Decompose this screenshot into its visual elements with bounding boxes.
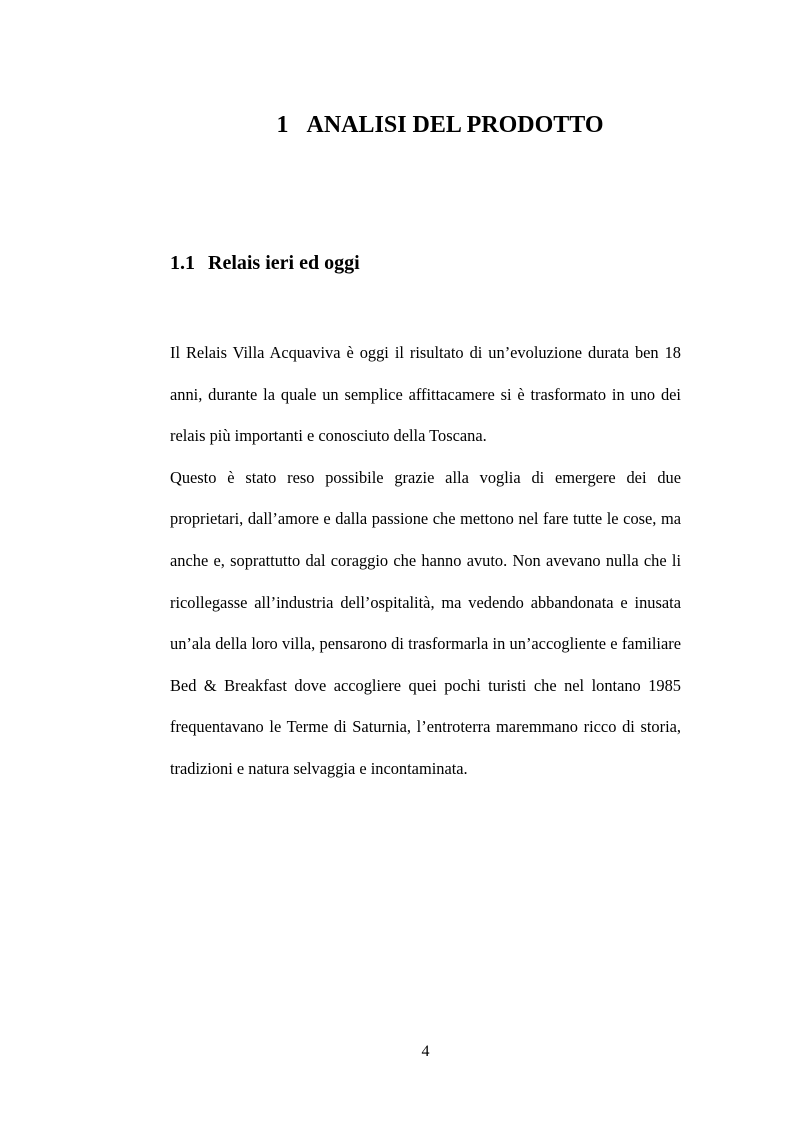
page-number: 4 — [421, 1043, 430, 1060]
chapter-title: ANALISI DEL PRODOTTO — [306, 112, 604, 138]
chapter-number: 1 — [276, 112, 289, 138]
section-title: Relais ieri ed oggi — [208, 252, 360, 274]
paragraph: Il Relais Villa Acquaviva è oggi il risultato di un’evoluzione durata ben 18 anni, durante la quale un semplice affittacamere si è trasformato in uno dei relais più importanti e conosciuto della Toscana. — [170, 343, 681, 446]
chapter-heading — [170, 112, 680, 139]
section-number: 1.1 — [170, 252, 195, 274]
section-heading — [170, 252, 360, 275]
paragraph: Questo è stato reso possibile grazie alla voglia di emergere dei due proprietari, dall’amore e dalla passione che mettono nel fare tutte le cose, ma anche e, soprattutto dal coraggio che hanno avuto. Non avevano nulla che li ricollegasse all’industria dell’ospitalità, ma vedendo abbandonata e inusata un’ala della loro villa, pensarono di trasformarla in un’accogliente e familiare Bed & Breakfast dove accogliere quei pochi turisti che nel lontano 1985 frequentavano le Terme di Saturnia, l’entroterra maremmano ricco di storia, tradizioni e natura selvaggia e incontaminata. — [170, 467, 681, 778]
body-text — [170, 332, 681, 790]
